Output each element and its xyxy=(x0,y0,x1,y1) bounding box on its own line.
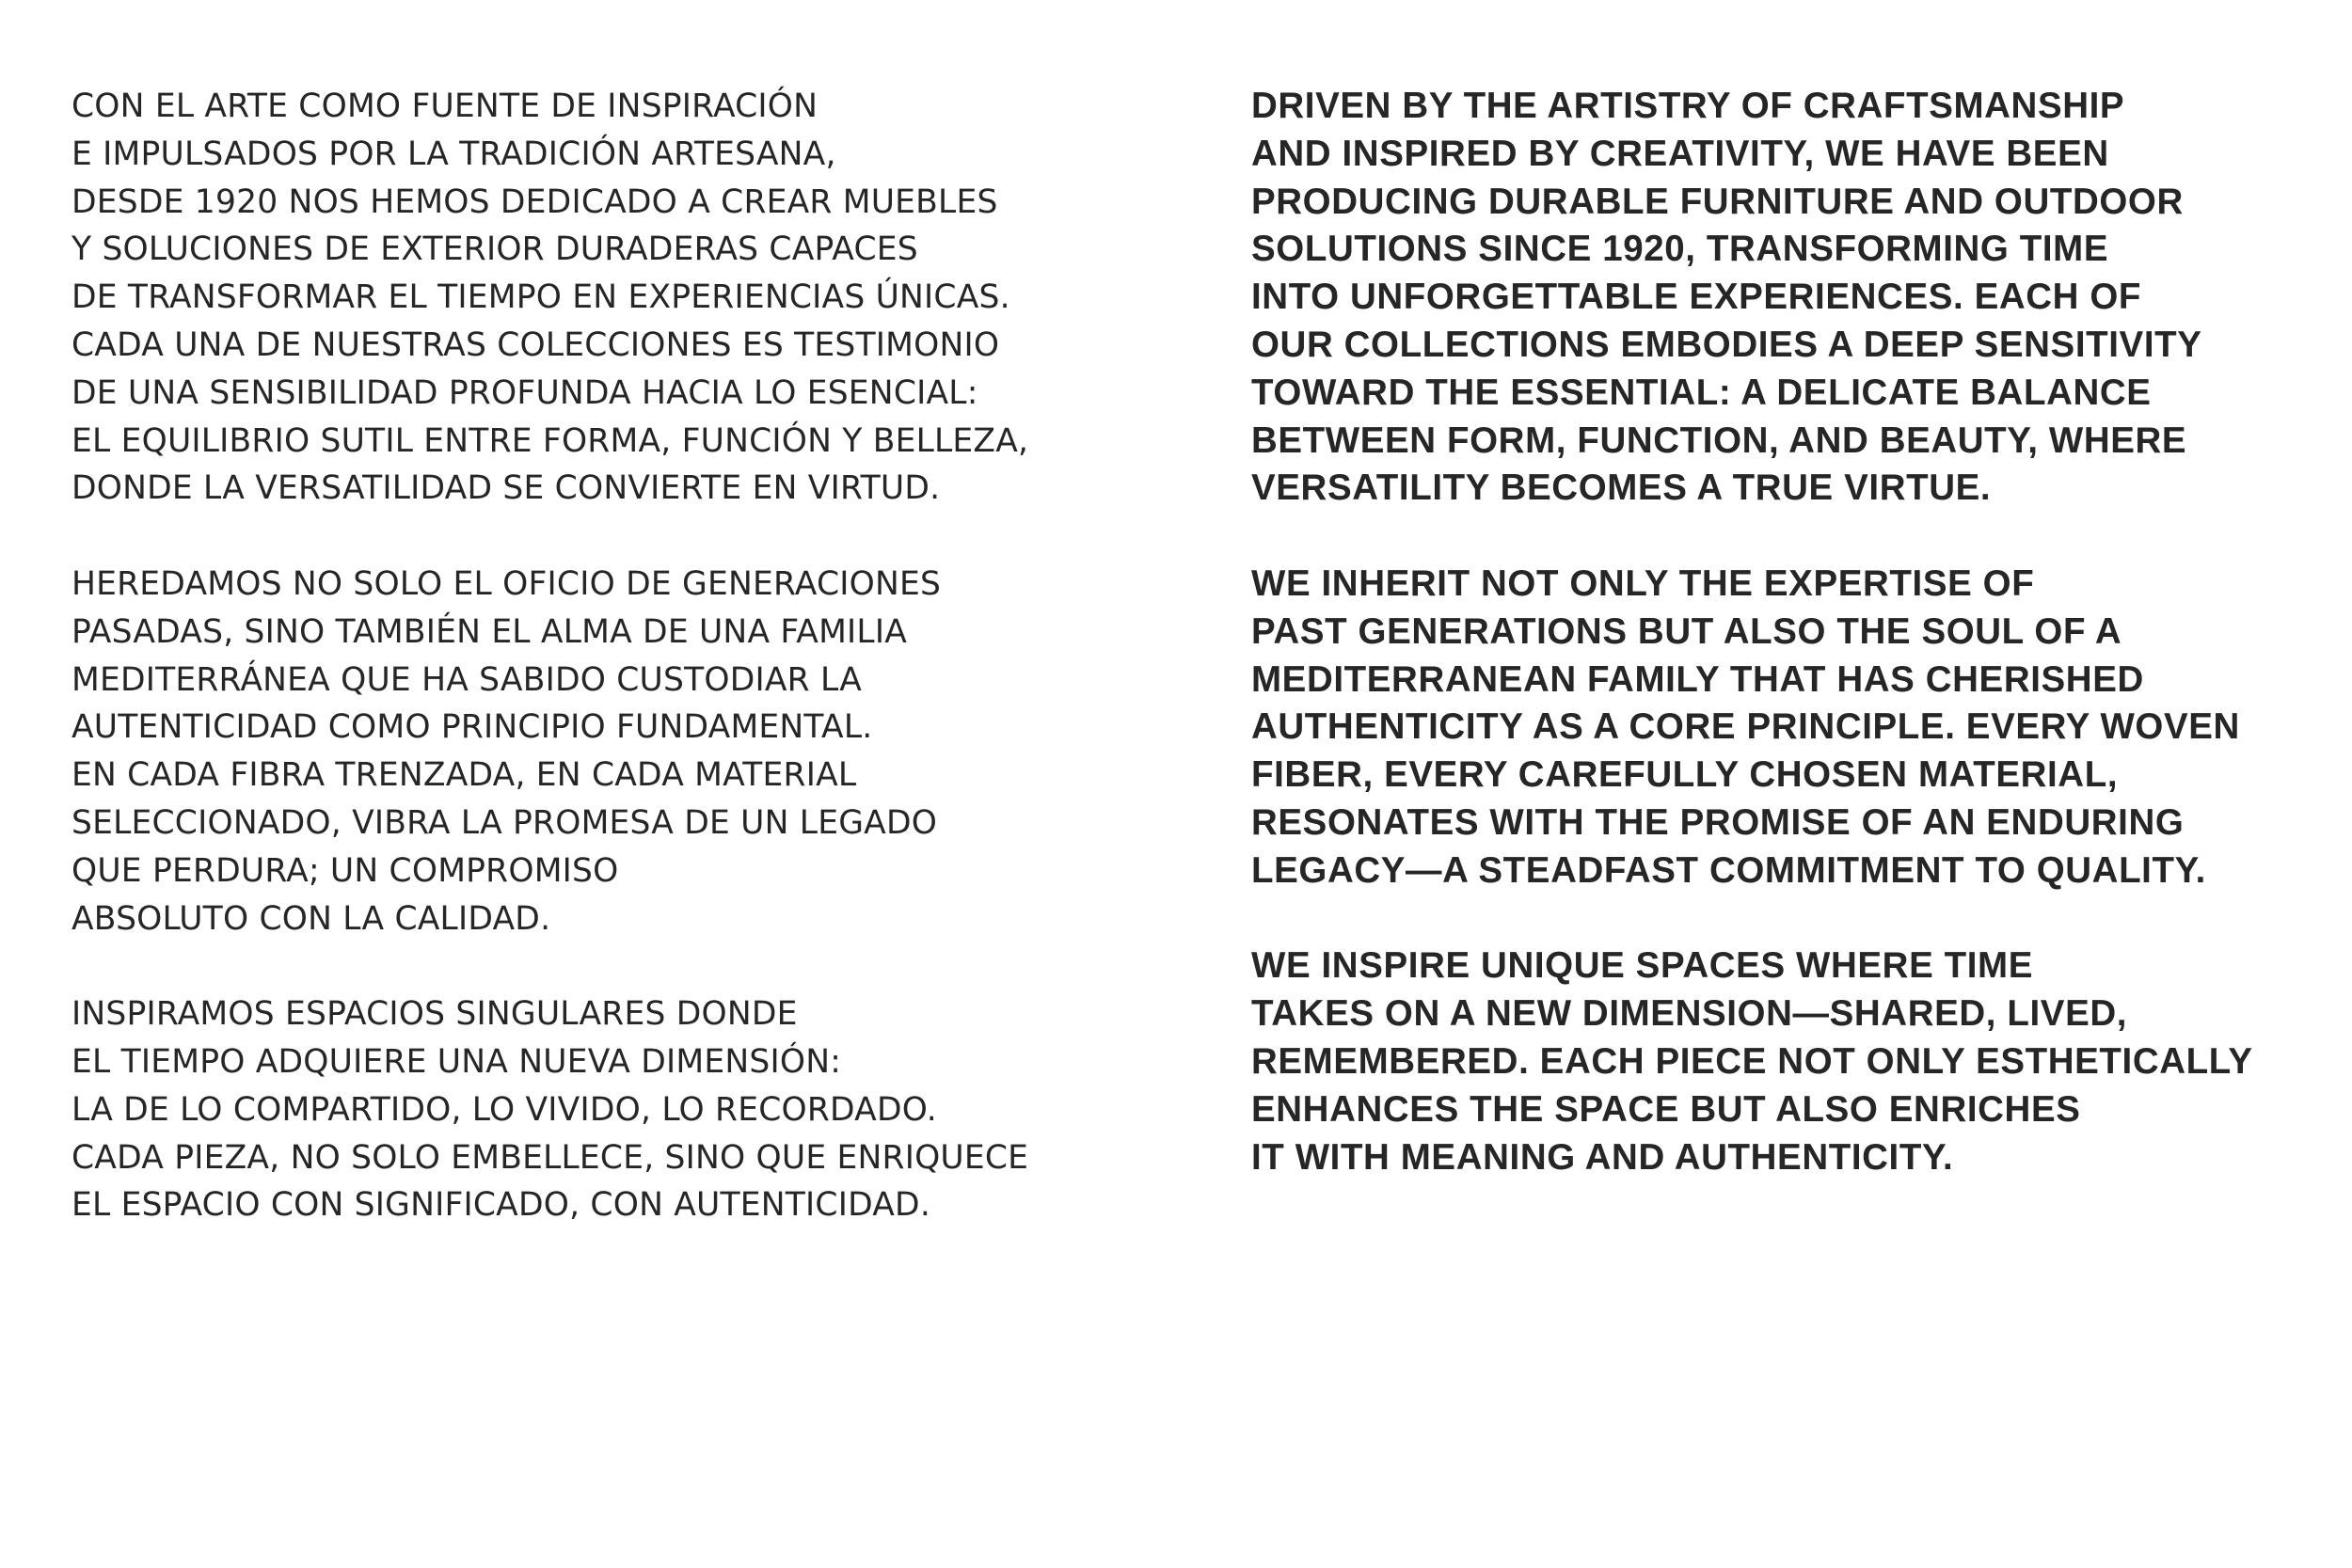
text-line: PASADAS, SINO TAMBIÉN EL ALMA DE UNA FAMILIA xyxy=(72,612,908,651)
text-line: WE INHERIT NOT ONLY THE EXPERTISE OF xyxy=(1251,562,2035,604)
text-line: ABSOLUTO CON LA CALIDAD. xyxy=(72,899,551,938)
text-line: AUTENTICIDAD COMO PRINCIPIO FUNDAMENTAL. xyxy=(72,708,873,747)
text-line: DE UNA SENSIBILIDAD PROFUNDA HACIA LO ESENCIAL: xyxy=(72,373,978,412)
text-line: RESONATES WITH THE PROMISE OF AN ENDURING xyxy=(1251,801,2185,843)
text-line: TAKES ON A NEW DIMENSION—SHARED, LIVED, xyxy=(1251,993,2128,1035)
english-text-column xyxy=(1251,83,2343,1229)
text-line: EL EQUILIBRIO SUTIL ENTRE FORMA, FUNCIÓN Y BELLEZA, xyxy=(72,421,1029,460)
spanish-text-column xyxy=(72,83,1182,1277)
text-line: LA DE LO COMPARTIDO, LO VIVIDO, LO RECORDADO. xyxy=(72,1090,937,1129)
text-line: BETWEEN FORM, FUNCTION, AND BEAUTY, WHERE xyxy=(1251,420,2187,461)
text-line: FIBER, EVERY CAREFULLY CHOSEN MATERIAL, xyxy=(1251,754,2119,796)
text-line: INSPIRAMOS ESPACIOS SINGULARES DONDE xyxy=(72,995,798,1034)
text-line: DE TRANSFORMAR EL TIEMPO EN EXPERIENCIAS ÚNICAS. xyxy=(72,278,1010,317)
text-line: WE INSPIRE UNIQUE SPACES WHERE TIME xyxy=(1251,945,2034,987)
spanish-paragraph-3 xyxy=(72,990,1182,1229)
text-line: DRIVEN BY THE ARTISTRY OF CRAFTSMANSHIP xyxy=(1251,86,2125,126)
text-line: DONDE LA VERSATILIDAD SE CONVIERTE EN VIRTUD. xyxy=(72,469,941,508)
text-line: DESDE 1920 NOS HEMOS DEDICADO A CREAR MUEBLES xyxy=(72,182,998,221)
text-line: CADA UNA DE NUESTRAS COLECCIONES ES TESTIMONIO xyxy=(72,325,1000,364)
text-line: AND INSPIRED BY CREATIVITY, WE HAVE BEEN xyxy=(1251,133,2109,174)
spanish-paragraph-2 xyxy=(72,561,1182,942)
english-paragraph-3 xyxy=(1251,942,2343,1181)
text-line: CON EL ARTE COMO FUENTE DE INSPIRACIÓN xyxy=(72,87,818,125)
english-paragraph-2 xyxy=(1251,561,2343,895)
text-line: REMEMBERED. EACH PIECE NOT ONLY ESTHETICALLY xyxy=(1251,1040,2253,1082)
text-line: EN CADA FIBRA TRENZADA, EN CADA MATERIAL xyxy=(72,756,857,795)
text-line: EL TIEMPO ADQUIERE UNA NUEVA DIMENSIÓN: xyxy=(72,1042,842,1081)
text-line: EL ESPACIO CON SIGNIFICADO, CON AUTENTICIDAD. xyxy=(72,1186,930,1225)
text-line: TOWARD THE ESSENTIAL: A DELICATE BALANCE xyxy=(1251,372,2152,413)
text-line: HEREDAMOS NO SOLO EL OFICIO DE GENERACIONES xyxy=(72,564,942,603)
text-line: LEGACY—A STEADFAST COMMITMENT TO QUALITY. xyxy=(1251,849,2206,891)
text-line: E IMPULSADOS POR LA TRADICIÓN ARTESANA, xyxy=(72,135,836,173)
text-line: IT WITH MEANING AND AUTHENTICITY. xyxy=(1251,1136,1954,1178)
text-line: CADA PIEZA, NO SOLO EMBELLECE, SINO QUE ENRIQUECE xyxy=(72,1138,1029,1177)
text-line: MEDITERRÁNEA QUE HA SABIDO CUSTODIAR LA xyxy=(72,660,863,699)
text-line: Y SOLUCIONES DE EXTERIOR DURADERAS CAPACES xyxy=(72,230,918,269)
text-line: VERSATILITY BECOMES A TRUE VIRTUE. xyxy=(1251,467,1992,509)
english-paragraph-1 xyxy=(1251,83,2343,513)
text-line: ENHANCES THE SPACE BUT ALSO ENRICHES xyxy=(1251,1088,2081,1130)
text-line: INTO UNFORGETTABLE EXPERIENCES. EACH OF xyxy=(1251,277,2142,318)
text-line: MEDITERRANEAN FAMILY THAT HAS CHERISHED xyxy=(1251,658,2144,700)
spanish-paragraph-1 xyxy=(72,83,1182,513)
text-line: QUE PERDURA; UN COMPROMISO xyxy=(72,851,619,890)
text-line: OUR COLLECTIONS EMBODIES A DEEP SENSITIVITY xyxy=(1251,324,2202,365)
text-line: SOLUTIONS SINCE 1920, TRANSFORMING TIME xyxy=(1251,229,2109,270)
text-line: PRODUCING DURABLE FURNITURE AND OUTDOOR xyxy=(1251,181,2184,222)
text-line: PAST GENERATIONS BUT ALSO THE SOUL OF A xyxy=(1251,610,2122,652)
text-line: AUTHENTICITY AS A CORE PRINCIPLE. EVERY WOVEN xyxy=(1251,706,2240,748)
text-line: SELECCIONADO, VIBRA LA PROMESA DE UN LEGADO xyxy=(72,803,938,842)
